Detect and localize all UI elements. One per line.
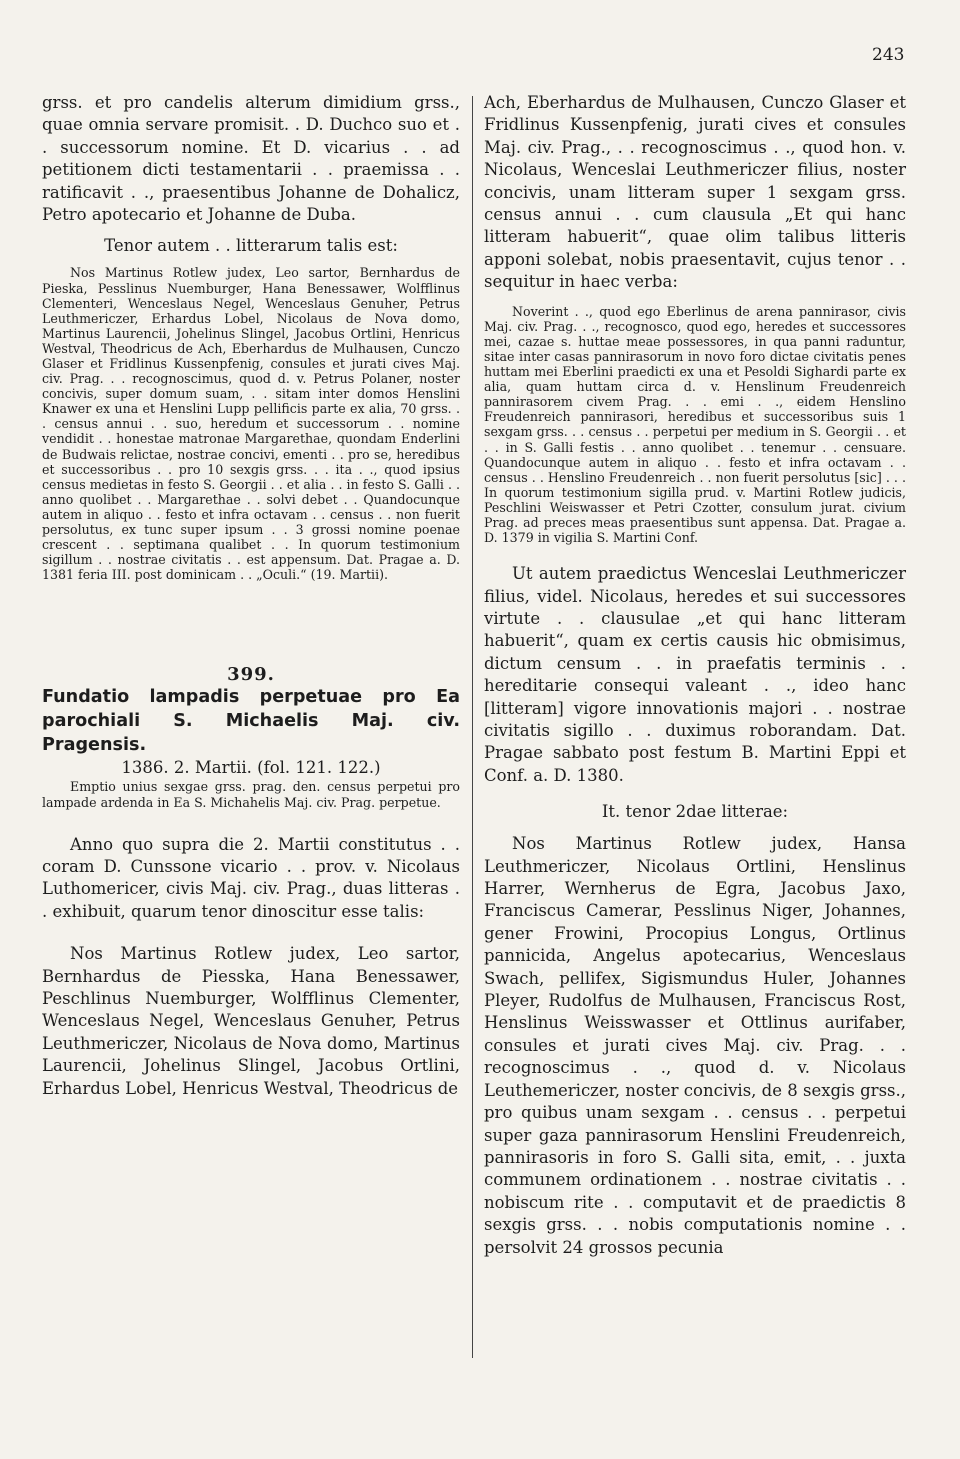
column-divider [472,96,473,1358]
left-paragraph-3: Nos Martinus Rotlew judex, Leo sartor, Bernhardus de Piesska, Hana Benessawer, Peschlinus Nuemburger, Wolfflinus Clementer, Wenceslaus Negel, Wenceslaus Genuher, Petrus Leuthmericzer, Nicolaus de Nova domo, Martinus Laurencii, Johelinus Slingel, Jacobus Ortlini, Erhardus Lobel, Henricus Westval, Theodricus de [42,944,460,1098]
right-paragraph-1: Ach, Eberhardus de Mulhausen, Cunczo Glaser et Fridlinus Kussenpfenig, jurati cives et consules Maj. civ. Prag., . . recognoscimus . ., quod hon. v. Nicolaus, Wenceslai Leuthmericzer filius, noster concivis, unam litteram super 1 sexgam grss. census annui . . cum clausula „Et qui hanc litteram habuerit“, quae olim talibus litteris apponi solebat, nobis praesentavit, cujus tenor . . sequitur in haec verba: [484,93,906,292]
document-title: Fundatio lampadis perpetuae pro Ea parochiali S. Michaelis Maj. civ. Pragensis. [42,687,460,756]
left-paragraph-1: grss. et pro candelis alterum dimidium grss., quae omnia servare promisit. . D. Duchco suo et . . successorum nomine. Et D. vicarius . . ad petitionem dicti testamentarii . . praemissa . . ratificavit . ., praesentibus Johanne de Dohalicz, Petro apotecario et Johanne de Duba. [42,93,460,225]
right-small-charter: Noverint . ., quod ego Eberlinus de arena pannirasor, civis Maj. civ. Prag. . ., recognosco, quod ego, heredes et successores mei, cazae s. huttae meae possessores, in qua panni raduntur, sitae inter casas pannirasorum in novo foro dictae civitatis penes huttam mei Eberlini praedicti ex una et Pesoldi Sighardi parte ex alia, quam huttam circa d. v. Henslinum Freudenreich pannirasorem civem Prag. . . emi . ., eidem Henslino Freudenreich pannirasori, heredibus et successoribus suis 1 sexgam grss. . . census . . perpetui per medium in S. Georgii . . et . . in S. Galli festis . . anno quolibet . . tenemur . . censuare. Quandocunque autem in aliquo . . festo et infra octavam . . census . . Henslino Freudenreich . . non fuerit persolutus [sic] . . . In quorum testimonium sigilla prud. v. Martini Rotlew judicis, Peschlini Weiswasser et Petri Czotter, consulum jurat. civium Prag. ad preces meas praesentibus sunt appensa. Dat. Pragae a. D. 1379 in vigilia S. Martini Conf. [484,303,906,546]
right-tenor-heading: It. tenor 2dae litterae: [601,802,789,822]
left-small-charter: Nos Martinus Rotlew judex, Leo sartor, Bernhardus de Pieska, Pesslinus Nuemburger, Hana Benessawer, Wolfflinus Clementeri, Wenceslaus Negel, Wenceslaus Genuher, Petrus Leuthmericzer, Erhardus Lobel, Nicolaus de Nova domo, Martinus Laurencii, Johelinus Slingel, Jacobus Ortlini, Henricus Westval, Theodricus de Ach, Eberhardus de Mulhausen, Cunczo Glaser et Fridlinus Kussenpfenig, consules et jurati cives Maj. civ. Prag. . . recognoscimus, quod d. v. Petrus Polaner, noster concivis, super domum suam, . . sitam inter domos Henslini Knawer ex una et Henslini Lupp pellificis parte ex alia, 70 grss. . . census annui . . suo, heredum et successorum . . nomine vendidit . . honestae matronae Margarethae, quondam Enderlini de Budwais relictae, nostrae concivi, ementi . . pro se, heredibus et successoribus . . pro 10 sexgis grss. . . ita . ., quod ipsius census medietas in festo S. Georgii . . et alia . . in festo S. Galli . . anno quolibet . . Margarethae . . solvi debet . . Quandocunque autem in aliquo . . festo et infra octavam . . census . . non fuerit persolutus, ex tunc super ipsum . . 3 grossi nomine poenae crescent . . septimana qualibet . . In quorum testimonium sigillum . . nostrae civitatis . . est appensum. Dat. Pragae a. D. 1381 feria III. post dominicam . . „Oculi.“ (19. Martii). [42,265,460,583]
document-summary: Emptio unius sexgae grss. prag. den. census perpetui pro lampade ardenda in Ea S. Michahelis Maj. civ. Prag. perpetue. [42,779,460,810]
right-paragraph-3: Nos Martinus Rotlew judex, Hansa Leuthmericzer, Nicolaus Ortlini, Henslinus Harrer, Wernherus de Egra, Jacobus Jaxo, Franciscus Camerar, Pesslinus Niger, Johannes, gener Frowini, Procopius Longus, Ortlinus pannicida, Angelus apotecarius, Wenceslaus Swach, pellifex, Sigismundus Huler, Johannes Pleyer, Rudolfus de Mulhausen, Franciscus Rost, Henslinus Weisswasser et Ottlinus aurifaber, consules et jurati cives Maj. civ. Prag. . . recognoscimus . ., quod d. v. Nicolaus Leuthemericzer, noster concivis, de 8 sexgis grss., pro quibus unam sexgam . . census . . perpetui super gaza pannirasorum Henslini Freudenreich, pannirasoris in foro S. Galli sita, emit, . . juxta communem ordinationem . . nostrae civitatis . . nobiscum rite . . computavit et de praedictis 8 sexgis grss. . . nobis computationis nomine . . persolvit 24 grossos pecunia [484,834,906,1257]
document-date: 1386. 2. Martii. (fol. 121. 122.) [121,758,381,778]
right-column [484,92,906,1259]
left-column [42,92,460,1100]
document-number: 399. [227,664,275,686]
page-number: 243 [872,45,905,65]
left-tenor-heading: Tenor autem . . litterarum talis est: [104,236,398,256]
right-paragraph-2: Ut autem praedictus Wenceslai Leuthmericzer filius, videl. Nicolaus, heredes et sui successores virtute . . clausulae „et qui hanc litteram habuerit“, quam ex certis causis hic obmisimus, dictum censum . . in praefatis terminis . . hereditarie consequi valeant . ., ideo hanc [litteram] vigore innovationis majori . . nostrae civitatis sigillo . . duximus roborandam. Dat. Pragae sabbato post festum B. Martini Eppi et Conf. a. D. 1380. [484,564,906,785]
left-paragraph-2: Anno quo supra die 2. Martii constitutus . . coram D. Cunssone vicario . . prov. v. Nicolaus Luthomericer, civis Maj. civ. Prag., duas litteras . . exhibuit, quarum tenor dinoscitur esse talis: [42,834,460,921]
